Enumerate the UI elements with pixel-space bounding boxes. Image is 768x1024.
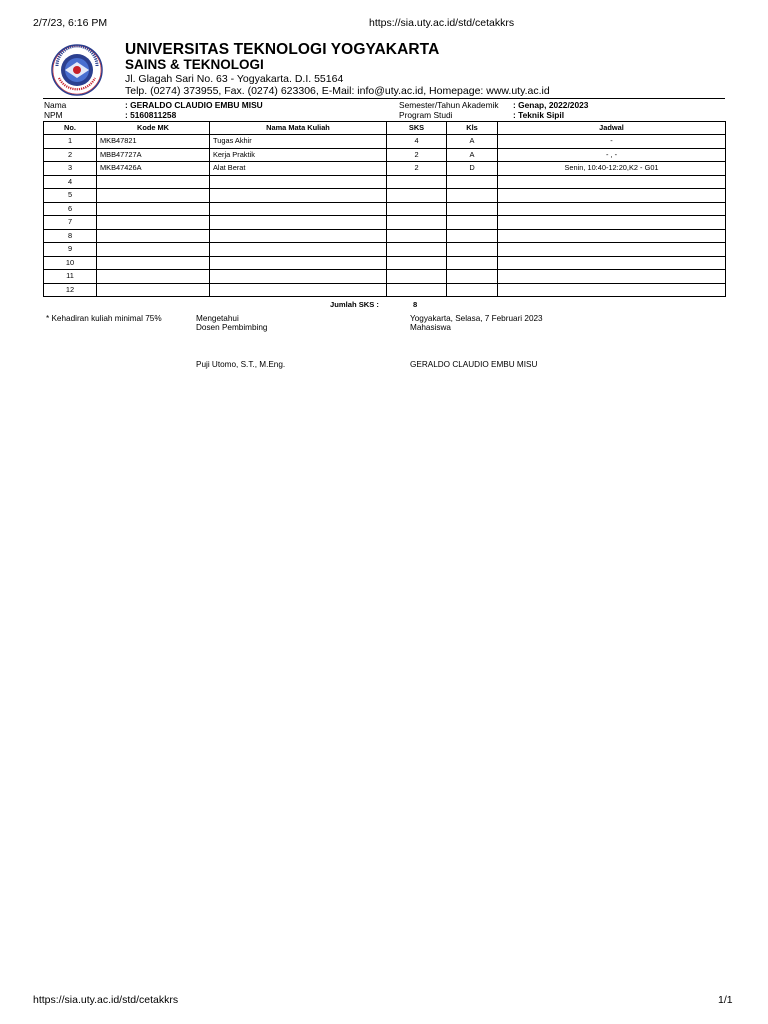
cell-nama-mk — [210, 270, 387, 284]
cell-kls: A — [447, 135, 498, 149]
cell-jadwal — [498, 283, 726, 297]
cell-sks: 2 — [387, 148, 447, 162]
place-date: Yogyakarta, Selasa, 7 Februari 2023 — [410, 314, 543, 323]
cell-sks: 2 — [387, 162, 447, 176]
cell-nama-mk — [210, 256, 387, 270]
cell-kode-mk — [97, 216, 210, 230]
total-sks-label: Jumlah SKS : — [330, 300, 379, 309]
cell-kode-mk: MBB47727A — [97, 148, 210, 162]
cell-no: 12 — [44, 283, 97, 297]
cell-sks — [387, 175, 447, 189]
cell-jadwal — [498, 256, 726, 270]
address: Jl. Glagah Sari No. 63 - Yogyakarta. D.I. 55164 — [125, 73, 344, 85]
cell-jadwal — [498, 216, 726, 230]
cell-kode-mk — [97, 189, 210, 203]
cell-jadwal — [498, 243, 726, 257]
table-row — [44, 148, 726, 162]
cell-jadwal — [498, 229, 726, 243]
cell-no: 7 — [44, 216, 97, 230]
mahasiswa-name: GERALDO CLAUDIO EMBU MISU — [410, 360, 538, 369]
cell-kls — [447, 256, 498, 270]
cell-no: 9 — [44, 243, 97, 257]
cell-nama-mk — [210, 202, 387, 216]
cell-sks — [387, 216, 447, 230]
mahasiswa-role: Mahasiswa — [410, 323, 451, 332]
table-row — [44, 270, 726, 284]
cell-kls — [447, 229, 498, 243]
cell-no: 1 — [44, 135, 97, 149]
cell-kls: D — [447, 162, 498, 176]
cell-no: 2 — [44, 148, 97, 162]
table-row — [44, 175, 726, 189]
header-kode-mk: Kode MK — [97, 122, 210, 135]
university-name: UNIVERSITAS TEKNOLOGI YOGYAKARTA — [125, 41, 440, 58]
table-row — [44, 229, 726, 243]
semester-value: : Genap, 2022/2023 — [513, 100, 589, 110]
cell-nama-mk: Tugas Akhir — [210, 135, 387, 149]
cell-no: 5 — [44, 189, 97, 203]
cell-jadwal — [498, 270, 726, 284]
cell-nama-mk — [210, 229, 387, 243]
cell-kode-mk — [97, 270, 210, 284]
cell-sks — [387, 189, 447, 203]
header-nama-mata-kuliah: Nama Mata Kuliah — [210, 122, 387, 135]
cell-kls — [447, 243, 498, 257]
cell-jadwal: Senin, 10:40-12:20,K2 - G01 — [498, 162, 726, 176]
cell-kode-mk — [97, 175, 210, 189]
cell-nama-mk — [210, 175, 387, 189]
table-row — [44, 283, 726, 297]
attendance-note: * Kehadiran kuliah minimal 75% — [46, 314, 162, 323]
cell-sks: 4 — [387, 135, 447, 149]
page-count: 1/1 — [718, 994, 733, 1006]
cell-nama-mk — [210, 189, 387, 203]
table-row — [44, 162, 726, 176]
cell-kls — [447, 189, 498, 203]
table-row — [44, 202, 726, 216]
npm-value: : 5160811258 — [125, 110, 177, 120]
cell-jadwal — [498, 202, 726, 216]
cell-kode-mk: MKB47426A — [97, 162, 210, 176]
cell-kode-mk — [97, 243, 210, 257]
dosen-role: Dosen Pembimbing — [196, 323, 268, 332]
header-kls: Kls — [447, 122, 498, 135]
cell-kls — [447, 283, 498, 297]
prodi-value: : Teknik Sipil — [513, 110, 565, 120]
cell-jadwal: - — [498, 135, 726, 149]
course-table — [43, 121, 726, 297]
cell-no: 11 — [44, 270, 97, 284]
cell-no: 4 — [44, 175, 97, 189]
cell-nama-mk — [210, 243, 387, 257]
cell-kode-mk — [97, 202, 210, 216]
table-row — [44, 216, 726, 230]
table-row — [44, 256, 726, 270]
cell-nama-mk — [210, 283, 387, 297]
cell-no: 3 — [44, 162, 97, 176]
dosen-name: Puji Utomo, S.T., M.Eng. — [196, 360, 286, 369]
university-logo — [51, 44, 103, 96]
cell-kode-mk — [97, 256, 210, 270]
cell-jadwal — [498, 175, 726, 189]
header-sks: SKS — [387, 122, 447, 135]
cell-sks — [387, 243, 447, 257]
print-url: https://sia.uty.ac.id/std/cetakkrs — [369, 17, 515, 29]
cell-kode-mk — [97, 229, 210, 243]
cell-kls — [447, 216, 498, 230]
cell-no: 8 — [44, 229, 97, 243]
table-row — [44, 189, 726, 203]
cell-sks — [387, 202, 447, 216]
header-jadwal: Jadwal — [498, 122, 726, 135]
table-header-row — [44, 122, 726, 135]
cell-no: 10 — [44, 256, 97, 270]
cell-jadwal: - , - — [498, 148, 726, 162]
cell-sks — [387, 229, 447, 243]
cell-no: 6 — [44, 202, 97, 216]
cell-sks — [387, 256, 447, 270]
faculty-name: SAINS & TEKNOLOGI — [125, 57, 264, 72]
cell-nama-mk — [210, 216, 387, 230]
cell-nama-mk: Alat Berat — [210, 162, 387, 176]
table-row — [44, 135, 726, 149]
contact-info: Telp. (0274) 373955, Fax. (0274) 623306, E-Mail: info@uty.ac.id, Homepage: www.uty.ac.id — [125, 85, 550, 97]
cell-kode-mk: MKB47821 — [97, 135, 210, 149]
mengetahui-label: Mengetahui — [196, 314, 239, 323]
table-row — [44, 243, 726, 257]
cell-sks — [387, 283, 447, 297]
cell-nama-mk: Kerja Praktik — [210, 148, 387, 162]
semester-label: Semester/Tahun Akademik — [399, 100, 499, 110]
cell-jadwal — [498, 189, 726, 203]
print-datetime: 2/7/23, 6:16 PM — [33, 17, 108, 29]
cell-kls — [447, 202, 498, 216]
cell-kls — [447, 270, 498, 284]
prodi-label: Program Studi — [399, 110, 453, 120]
cell-sks — [387, 270, 447, 284]
cell-kode-mk — [97, 283, 210, 297]
header-divider — [43, 98, 725, 99]
nama-value: : GERALDO CLAUDIO EMBU MISU — [125, 100, 263, 110]
print-footer-url: https://sia.uty.ac.id/std/cetakkrs — [33, 994, 179, 1006]
cell-kls — [447, 175, 498, 189]
header-no: No. — [44, 122, 97, 135]
npm-label: NPM — [44, 110, 63, 120]
nama-label: Nama — [44, 100, 67, 110]
cell-kls: A — [447, 148, 498, 162]
total-sks-value: 8 — [413, 300, 418, 309]
